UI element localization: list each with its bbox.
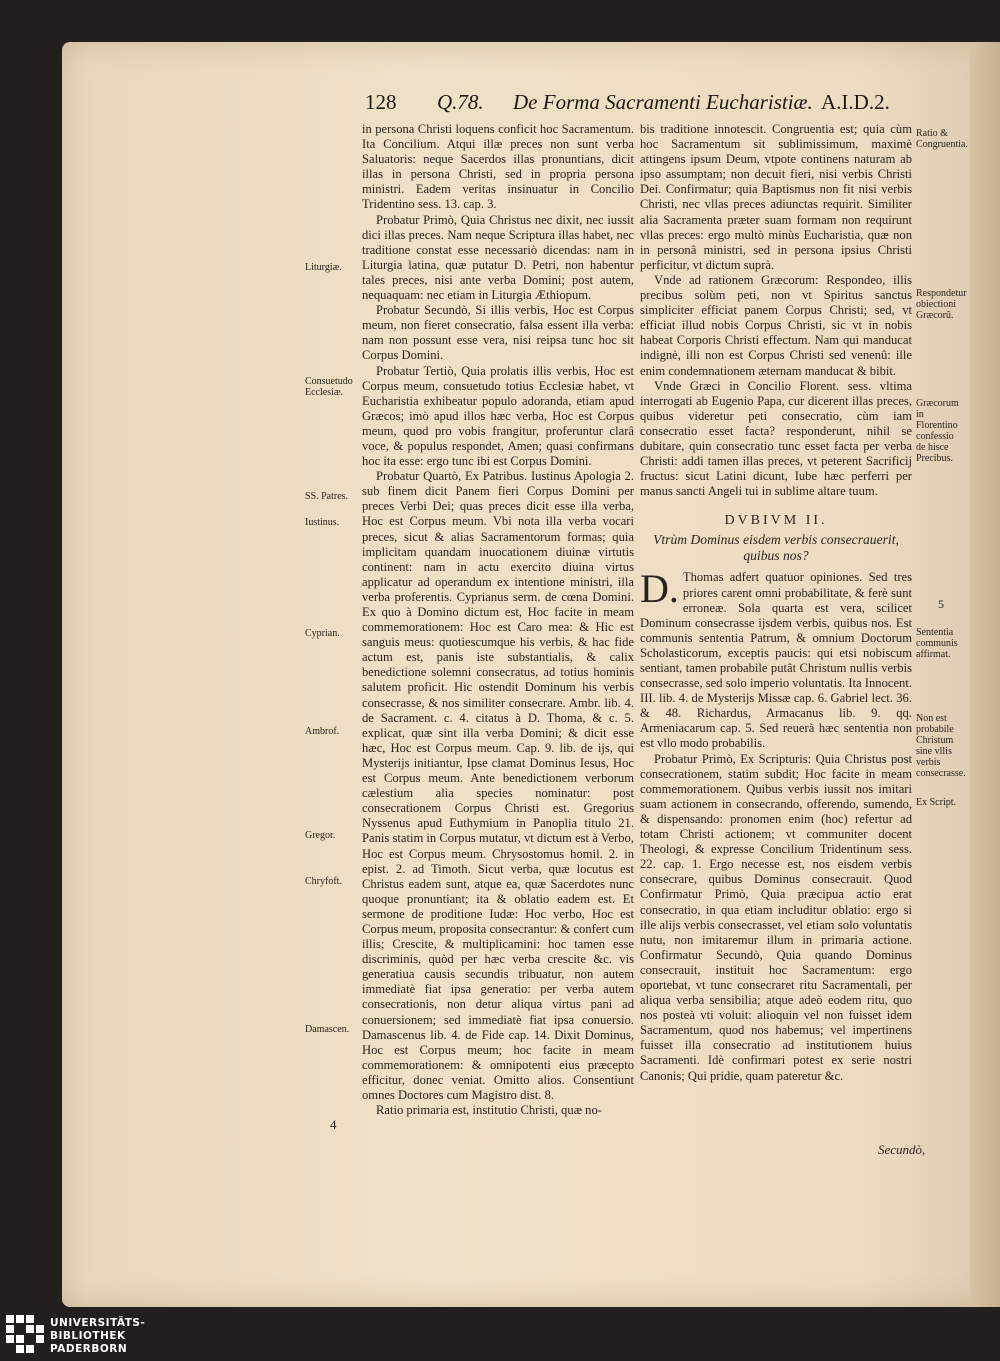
margin-note: Sententia communis affirmat. xyxy=(916,627,958,660)
logo-line: BIBLIOTHEK xyxy=(50,1330,126,1342)
paragraph: Probatur Primò, Ex Scripturis: Quia Christus post consecrationem, statim subdit; Hoc facite in meam commemorationem. Quibus verbis iussit nos imitari suam actionem in consecrando, offerendo, sumendo, & dispensando: pronomen enim (hoc) refertur ad totam Christi actionem; vt communiter docent Theologi, & expresse Concilium Tridentinum sess. 22. cap. 1. Ergo necesse est, nos eisdem verbis consecrare, quibus Dominus consecrauit. Quod Confirmatur Primò, Quia præcipua actio erat consecratio, in qua etiam includitur oblatio: ergo si ille alijs verbis consecrasset, vel etiam solo voluntatis nutu, non imitaremur illum in primaria actione. Confirmatur Secundò, Quia quando Dominus consecrauit, instituit hoc Sacramentum: ergo oportebat, vt tunc consecraret ritu Sacramentali, per aliqua verba sensibilia; atque adeò eodem ritu, quo nos posteà vti voluit: alioquin vel non fuisset idem Sacramentum, quod nos habemus; vel impertinens fuisset illa consecratio ad institutionem huius Sacramenti. Idè confirmari potest ex serie nostri Canonis; Qui pridie, quam pateretur &c. xyxy=(640,751,912,1083)
page-number: 128 xyxy=(365,90,397,114)
right-column xyxy=(640,122,912,1137)
logo-line: PADERBORN xyxy=(50,1343,128,1355)
paragraph: Vnde Græci in Concilio Florent. sess. vltima interrogati ab Eugenio Papa, cur dicerent illas preces, quibus videretur peti consecratio, cùm iam consecratio esset facta? responderunt, nihil se dubitare, quin consecratio tunc esset facta per verba Christi: addi tamen illas preces, vt peterent Sacrificij fructus: sicut Latini dicunt, Iube hæc perferri per manus sancti Angeli tui in sublime altare tuum. xyxy=(640,378,912,499)
library-logo-text xyxy=(50,1317,145,1356)
catchword: Secundò, xyxy=(878,1142,926,1157)
margin-note: Ratio & Congruentia. xyxy=(916,128,968,150)
margin-note: Ambrof. xyxy=(305,726,340,737)
dubium-question: Vtrùm Dominus eisdem verbis consecrauerit, quibus nos? xyxy=(653,532,899,564)
paragraph: bis traditione innotescit. Congruentia est; quia cùm hoc Sacramentum sit sublimissimum, maximè attingens ipsum Deum, vtpote continens naturam ab ipso assumptam; non decuit fieri, nisi verbis Christi Dei. Confirmatur; quia Baptismus non fit nisi verbis Christi, nec vllas preces adiunctas requirit. Similiter alia Sacramenta præter suam formam non requirunt vllas preces: ergo multò minùs Eucharistia, quæ non in personâ ministri, sed in persona ipsius Christi perficitur, vt dictum suprà. xyxy=(640,122,912,272)
marginal-number: 5 xyxy=(938,597,944,611)
drop-cap: D. xyxy=(640,566,679,612)
library-logo xyxy=(6,1311,156,1359)
margin-note: Consuetudo Ecclesiæ. xyxy=(305,376,353,398)
page-title: De Forma Sacramenti Eucharistiæ. xyxy=(513,90,813,114)
paragraph: Probatur Secundò, Si illis verbis, Hoc est Corpus meum, non fieret consecratio, falsa essent illa verba: nam non possunt esse vera, nisi reipsa tunc hoc sit Corpus Domini. xyxy=(362,303,634,363)
facing-page-edge xyxy=(970,42,1000,1307)
margin-note: Respondetur obiectioni Græcorũ. xyxy=(916,288,967,321)
question-number: Q.78. xyxy=(437,90,484,114)
paragraph xyxy=(640,566,912,751)
paragraph: Ratio primaria est, institutio Christi, quæ no- xyxy=(376,1103,602,1118)
margin-note: Damascen. xyxy=(305,1024,350,1035)
signature-mark: 4 xyxy=(330,1117,337,1132)
paragraph: Vnde ad rationem Græcorum: Respondeo, illis precibus solùm peti, non vt Spiritus sanctus simpliciter efficiat panem Corpus Christi; sed, vt efficiat illud nobis Corpus Christi, sic vt in nobis habeat Corporis Christi effectum. Nam qui manducat indignè, illi non est Corpus Christi sed venenû: ille enim condemnationem æternam manducat & bibit. xyxy=(640,272,912,378)
paragraph-text: Thomas adfert quatuor opiniones. Sed tres priores carent omni probabilitate, & ferè sunt erroneæ. Sola quarta est vera, scilicet Dominum consecrasse ijsdem verbis, quibus nos. Est communis sententia Patrum, & omnium Doctorum Scholasticorum, exceptis paucis: qui etsi nobiscum sentiant, tamen probabile putât Christum nullis verbis consecrasse, sed solo imperio voluntatis. Ita Innocent. III. lib. 4. de Mysterijs Missæ cap. 6. Gabriel lect. 36. & 48. Richardus, Armacanus lib. 9. qq. Armeniacarum cap. 5. Sed reuerà hæc sententia non est vllo modo probabilis. xyxy=(640,570,912,751)
left-column xyxy=(362,122,634,1132)
margin-note: Chryfoft. xyxy=(305,876,342,887)
paragraph: Probatur Primò, Quia Christus nec dixit, nec iussit dici illas preces. Nam neque Scriptura illas habet, nec traditione constat esse necessariò dicendas: nam in Liturgia latina, quæ putatur D. Petri, non habentur tales preces, nisi ante verba Domini; post autem, nequaquam: nec etiam in Liturgia Æthiopum. xyxy=(362,212,634,303)
logo-line: UNIVERSITÄTS- xyxy=(50,1317,146,1329)
paragraph: in persona Christi loquens conficit hoc Sacramentum. Ita Concilium. Atqui illæ preces non sunt verba Saluatoris: neque Sacerdos illas pronuntians, dicit illas in persona Christi, sed in propria persona ministri. Eadem veritas insinuatur in Concilio Tridentino sess. 13. cap. 3. xyxy=(362,122,634,212)
margin-note: Non est probabile Christum sine vllis verbis consecrasse. xyxy=(916,713,966,779)
margin-note: Ex Script. xyxy=(916,797,956,808)
margin-note: Græcorum in Florentino confessio de hisce Precibus. xyxy=(916,398,959,464)
margin-note: Gregor. xyxy=(305,830,336,841)
paragraph: Probatur Tertiò, Quia prolatis illis verbis, Hoc est Corpus meum, consuetudo totius Ecclesiæ habet, vt Eucharistia exhibeatur populo adoranda, etiam apud Græcos; imò apud illos hæc verba, Hoc est Corpus meum, quod pro vobis frangitur, proferuntur clarâ voce, & populus respondet, Amen; quasi confirmans hoc ita esse: ergo tunc ibi est Corpus Domini. xyxy=(362,363,634,469)
margin-note: Cyprian. xyxy=(305,628,340,639)
paragraph: Probatur Quartò, Ex Patribus. Iustinus Apologia 2. sub finem dicit Panem fieri Corpus Domini per preces Verbi Dei; quas preces dicit esse illa verba, Hoc est Corpus meum. Vbi nota illa verba vocari preces, sicut & alias Sacramentorum formas; quia implicitam quandam inuocationem diuinæ virtutis continent: nam in actu exercito diuina virtus applicatur ad operandum ex intentione ministri, illa verba proferentis. Cyprianus serm. de cœna Domini. Ex quo à Domino dictum est, Hoc facite in meam commemorationem: Hoc est Caro mea: & Hic est sanguis meus: quotiescumque his verbis, & hac fide actum est, panis iste substantialis, & calix benedictione solemni consecratus, ad totius hominis salutem proficit. Hic ostendit Dominum his verbis consecrasse, & nos similiter consecrare. Ambr. lib. 4. de Sacrament. c. 4. citatus à D. Thoma, & c. 5. explicat, quæ sint illa verba Domini; & dicit esse hæc, Hoc est Corpus meum. Cap. 9. lib. de ijs, qui Mysterijs initiantur, Ipse clamat Dominus Iesus, Hoc est Corpus meum. Ante benedictionem verborum cælestium alia species nominatur: post consecrationem Corpus Christi est. Gregorius Nyssenus apud Euthymium in Panoplia titulo 21. Panis statim in Corpus mutatur, vt dictum est à Verbo, Hoc est Corpus meum. Chrysostomus homil. 2. in epist. 2. ad Timoth. Sicut verba, quæ locutus est Christus eadem sunt, atque ea, quæ Sacerdotes nunc quoque pronuntiant; ita & oblatio eadem est. Et sermone de proditione Iudæ: Hoc verbo, Hoc est Corpus meum, proposita consecrantur: & confert cum illis; Crescite, & multiplicamini: hoc tamen esse discriminis, quòd per hæc verba crescite &c. vis generatiua causis secundis tribuatur, non autem immediatè fiat ipsa generatio: per verba autem consecrationis, non detur aliqua virtus pani ad conuersionem; sed immediatè fiat ipsa conuersio. Damascenus lib. 4. de Fide cap. 14. Dixit Dominus, Hoc est Corpus meum; hoc facite in meam commemorationem: & omnipotenti eius præcepto efficitur, donec veniat. Omitto alios. Consentiunt omnes Doctores cum Magistro dist. 8. xyxy=(362,469,634,1102)
running-header xyxy=(365,90,925,118)
dubium-heading: DVBIVM II. xyxy=(724,513,828,529)
section-ref: A.I.D.2. xyxy=(821,90,890,114)
library-logo-icon xyxy=(6,1315,46,1355)
margin-note: SS. Patres. xyxy=(305,491,349,502)
margin-note: Iustinus. xyxy=(305,517,340,528)
margin-note: Liturgiæ. xyxy=(305,262,342,273)
